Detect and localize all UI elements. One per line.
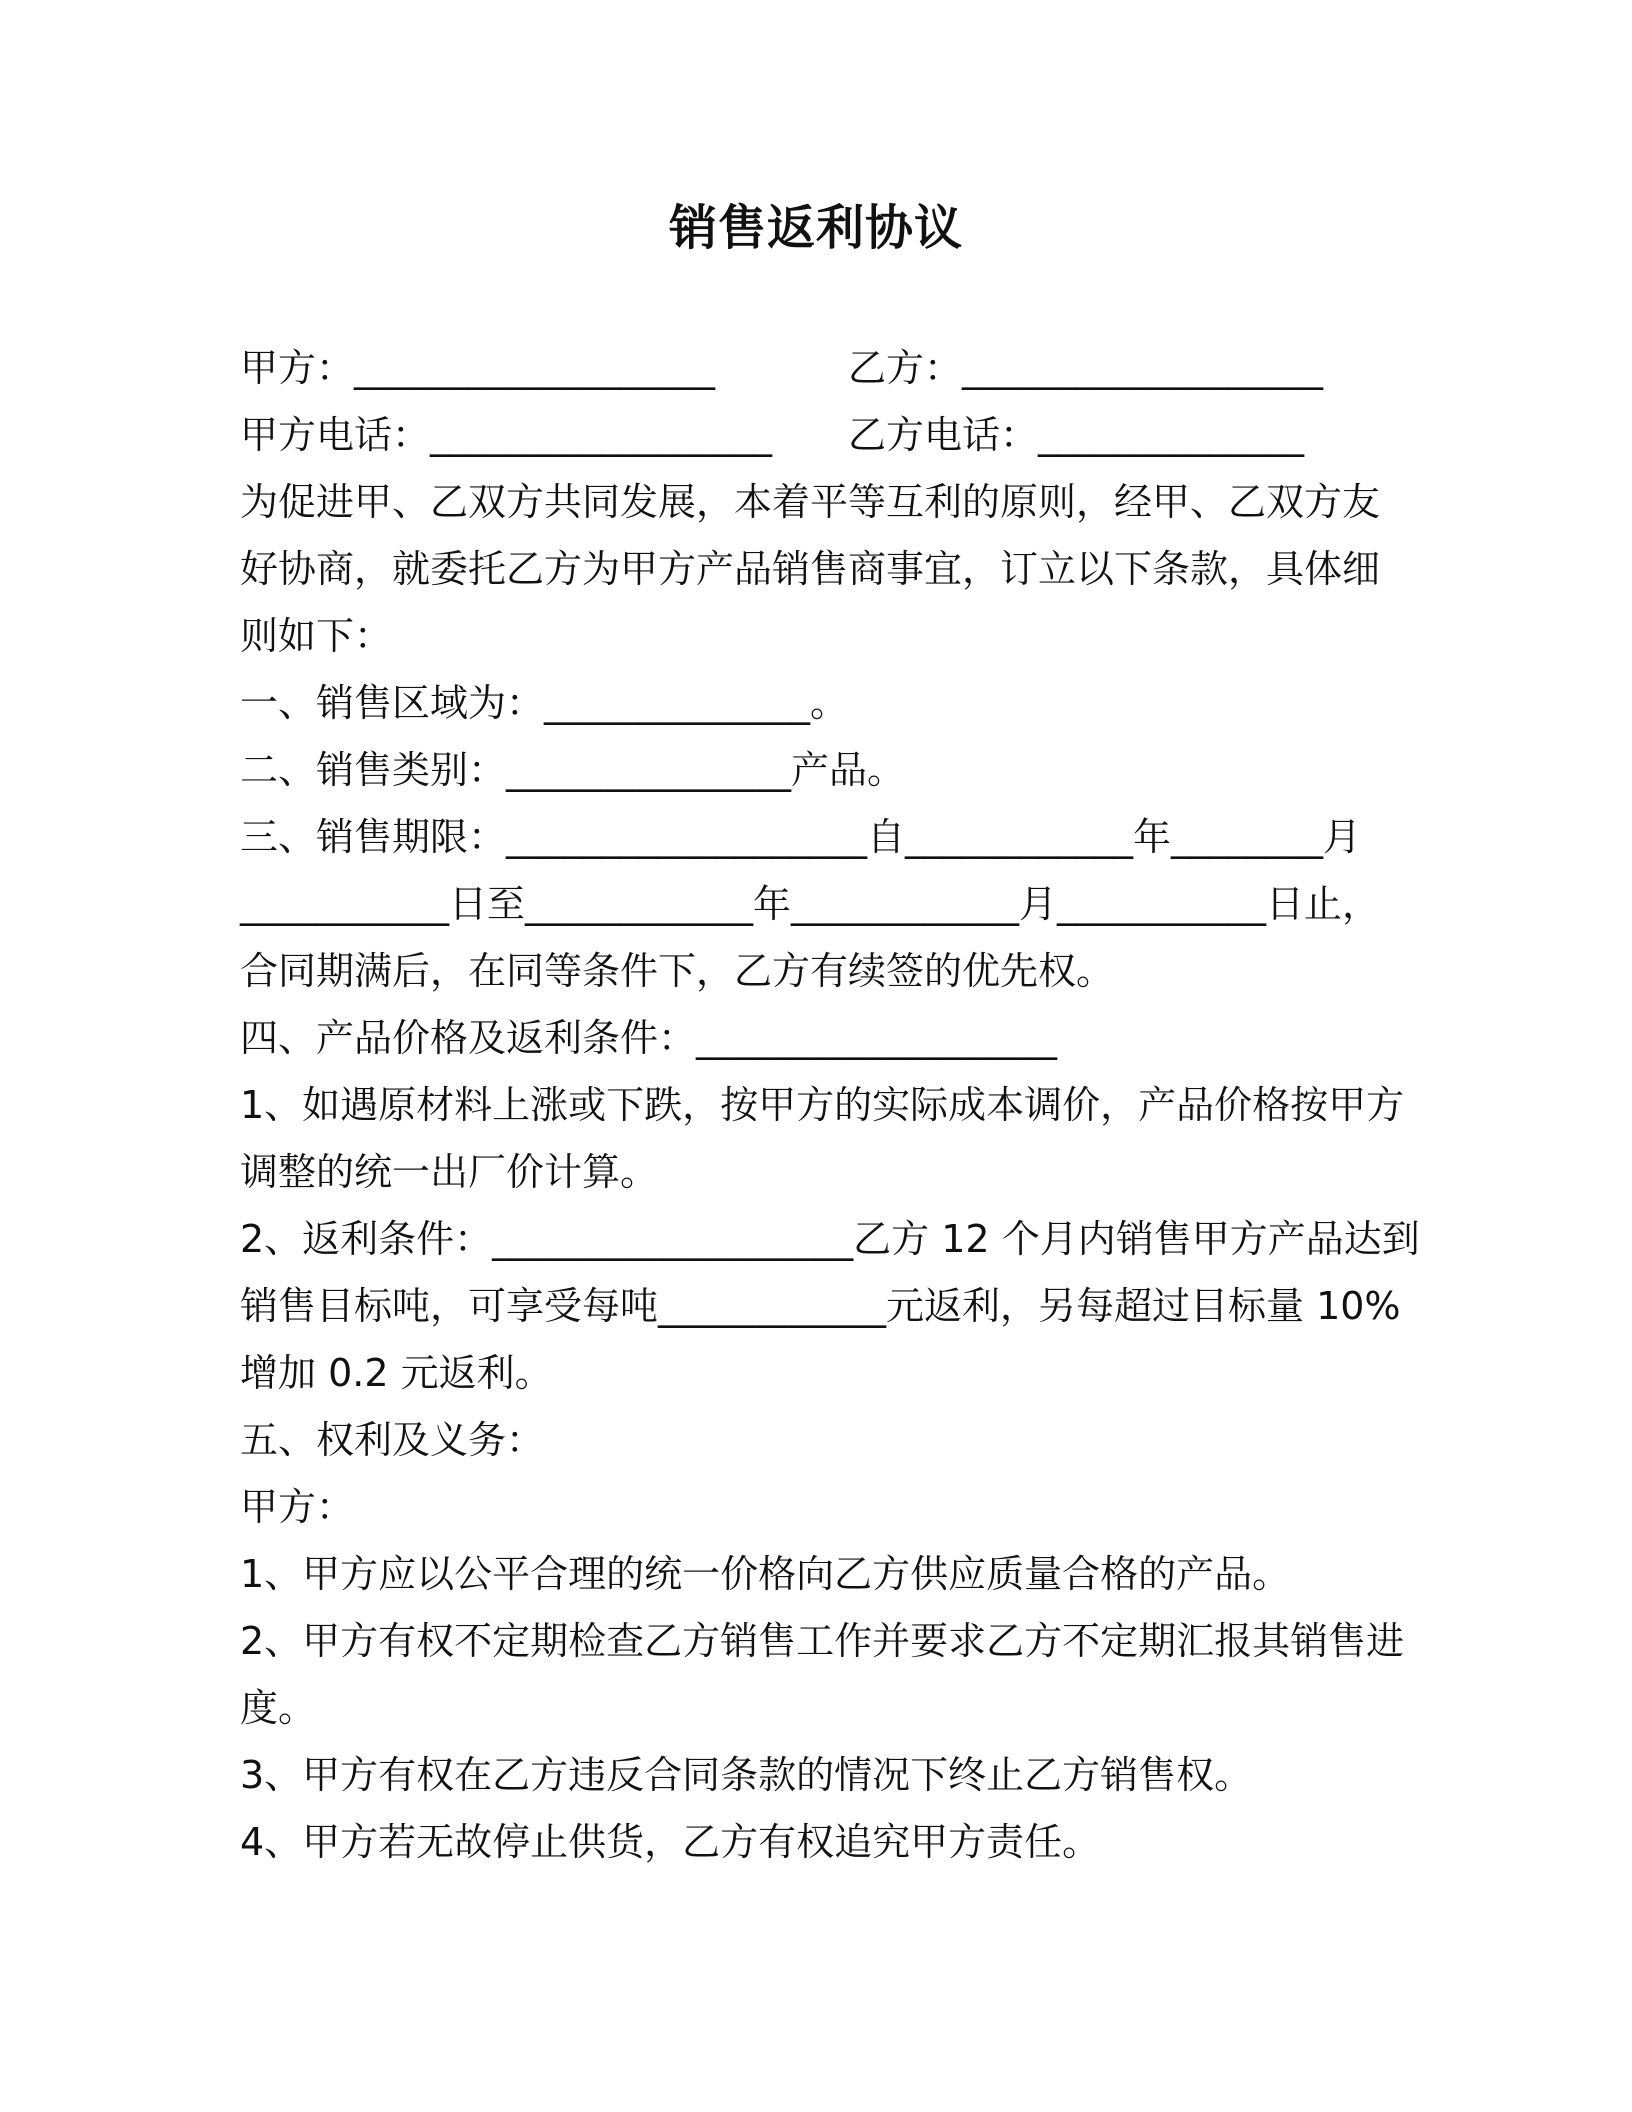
- price-item-1-cont: 调整的统一出厂价计算。: [240, 1150, 659, 1194]
- price-item-1: 1、如遇原材料上涨或下跌，按甲方的实际成本调价，产品价格按甲方: [240, 1083, 1405, 1127]
- rebate-item-2-end: 增加 0.2 元返利。: [240, 1351, 553, 1395]
- clause-sales-region: 一、销售区域为：______________。: [240, 681, 849, 725]
- document-title: 销售返利协议: [668, 200, 963, 256]
- party-a-duty-4: 4、甲方若无故停止供货，乙方有权追究甲方责任。: [240, 1820, 1101, 1864]
- intro-line-1: 为促进甲、乙双方共同发展，本着平等互利的原则，经甲、乙双方友: [240, 480, 1381, 524]
- clause-price-rebate: 四、产品价格及返利条件：___________________: [240, 1016, 1058, 1060]
- clause-rights-duties: 五、权利及义务：: [240, 1418, 545, 1462]
- party-a-phone-field: 甲方电话：__________________: [240, 413, 773, 457]
- party-a-field: 甲方：___________________: [240, 346, 716, 390]
- party-a-duty-1: 1、甲方应以公平合理的统一价格向乙方供应质量合格的产品。: [240, 1552, 1291, 1596]
- party-a-duty-2-cont: 度。: [240, 1686, 317, 1730]
- party-a-heading: 甲方：: [240, 1485, 355, 1529]
- party-a-duty-3: 3、甲方有权在乙方违反合同条款的情况下终止乙方销售权。: [240, 1753, 1253, 1797]
- clause-sales-period-cont: ___________日至____________年____________月___________日止，: [240, 882, 1381, 926]
- intro-line-3: 则如下：: [240, 614, 393, 658]
- clause-sales-category: 二、销售类别：_______________产品。: [240, 748, 906, 792]
- party-a-duty-2: 2、甲方有权不定期检查乙方销售工作并要求乙方不定期汇报其销售进: [240, 1619, 1405, 1663]
- party-b-field: 乙方：___________________: [848, 346, 1324, 390]
- rebate-item-2: 2、返利条件：___________________乙方 12 个月内销售甲方产品达到: [240, 1217, 1420, 1261]
- rebate-item-2-cont: 销售目标吨，可享受每吨____________元返利，另每超过目标量 10%: [240, 1284, 1401, 1328]
- intro-line-2: 好协商，就委托乙方为甲方产品销售商事宜，订立以下条款，具体细: [240, 547, 1381, 591]
- clause-sales-period: 三、销售期限：___________________自____________年________月: [240, 815, 1362, 859]
- clause-renewal: 合同期满后，在同等条件下，乙方有续签的优先权。: [240, 949, 1115, 993]
- party-b-phone-field: 乙方电话：______________: [848, 413, 1305, 457]
